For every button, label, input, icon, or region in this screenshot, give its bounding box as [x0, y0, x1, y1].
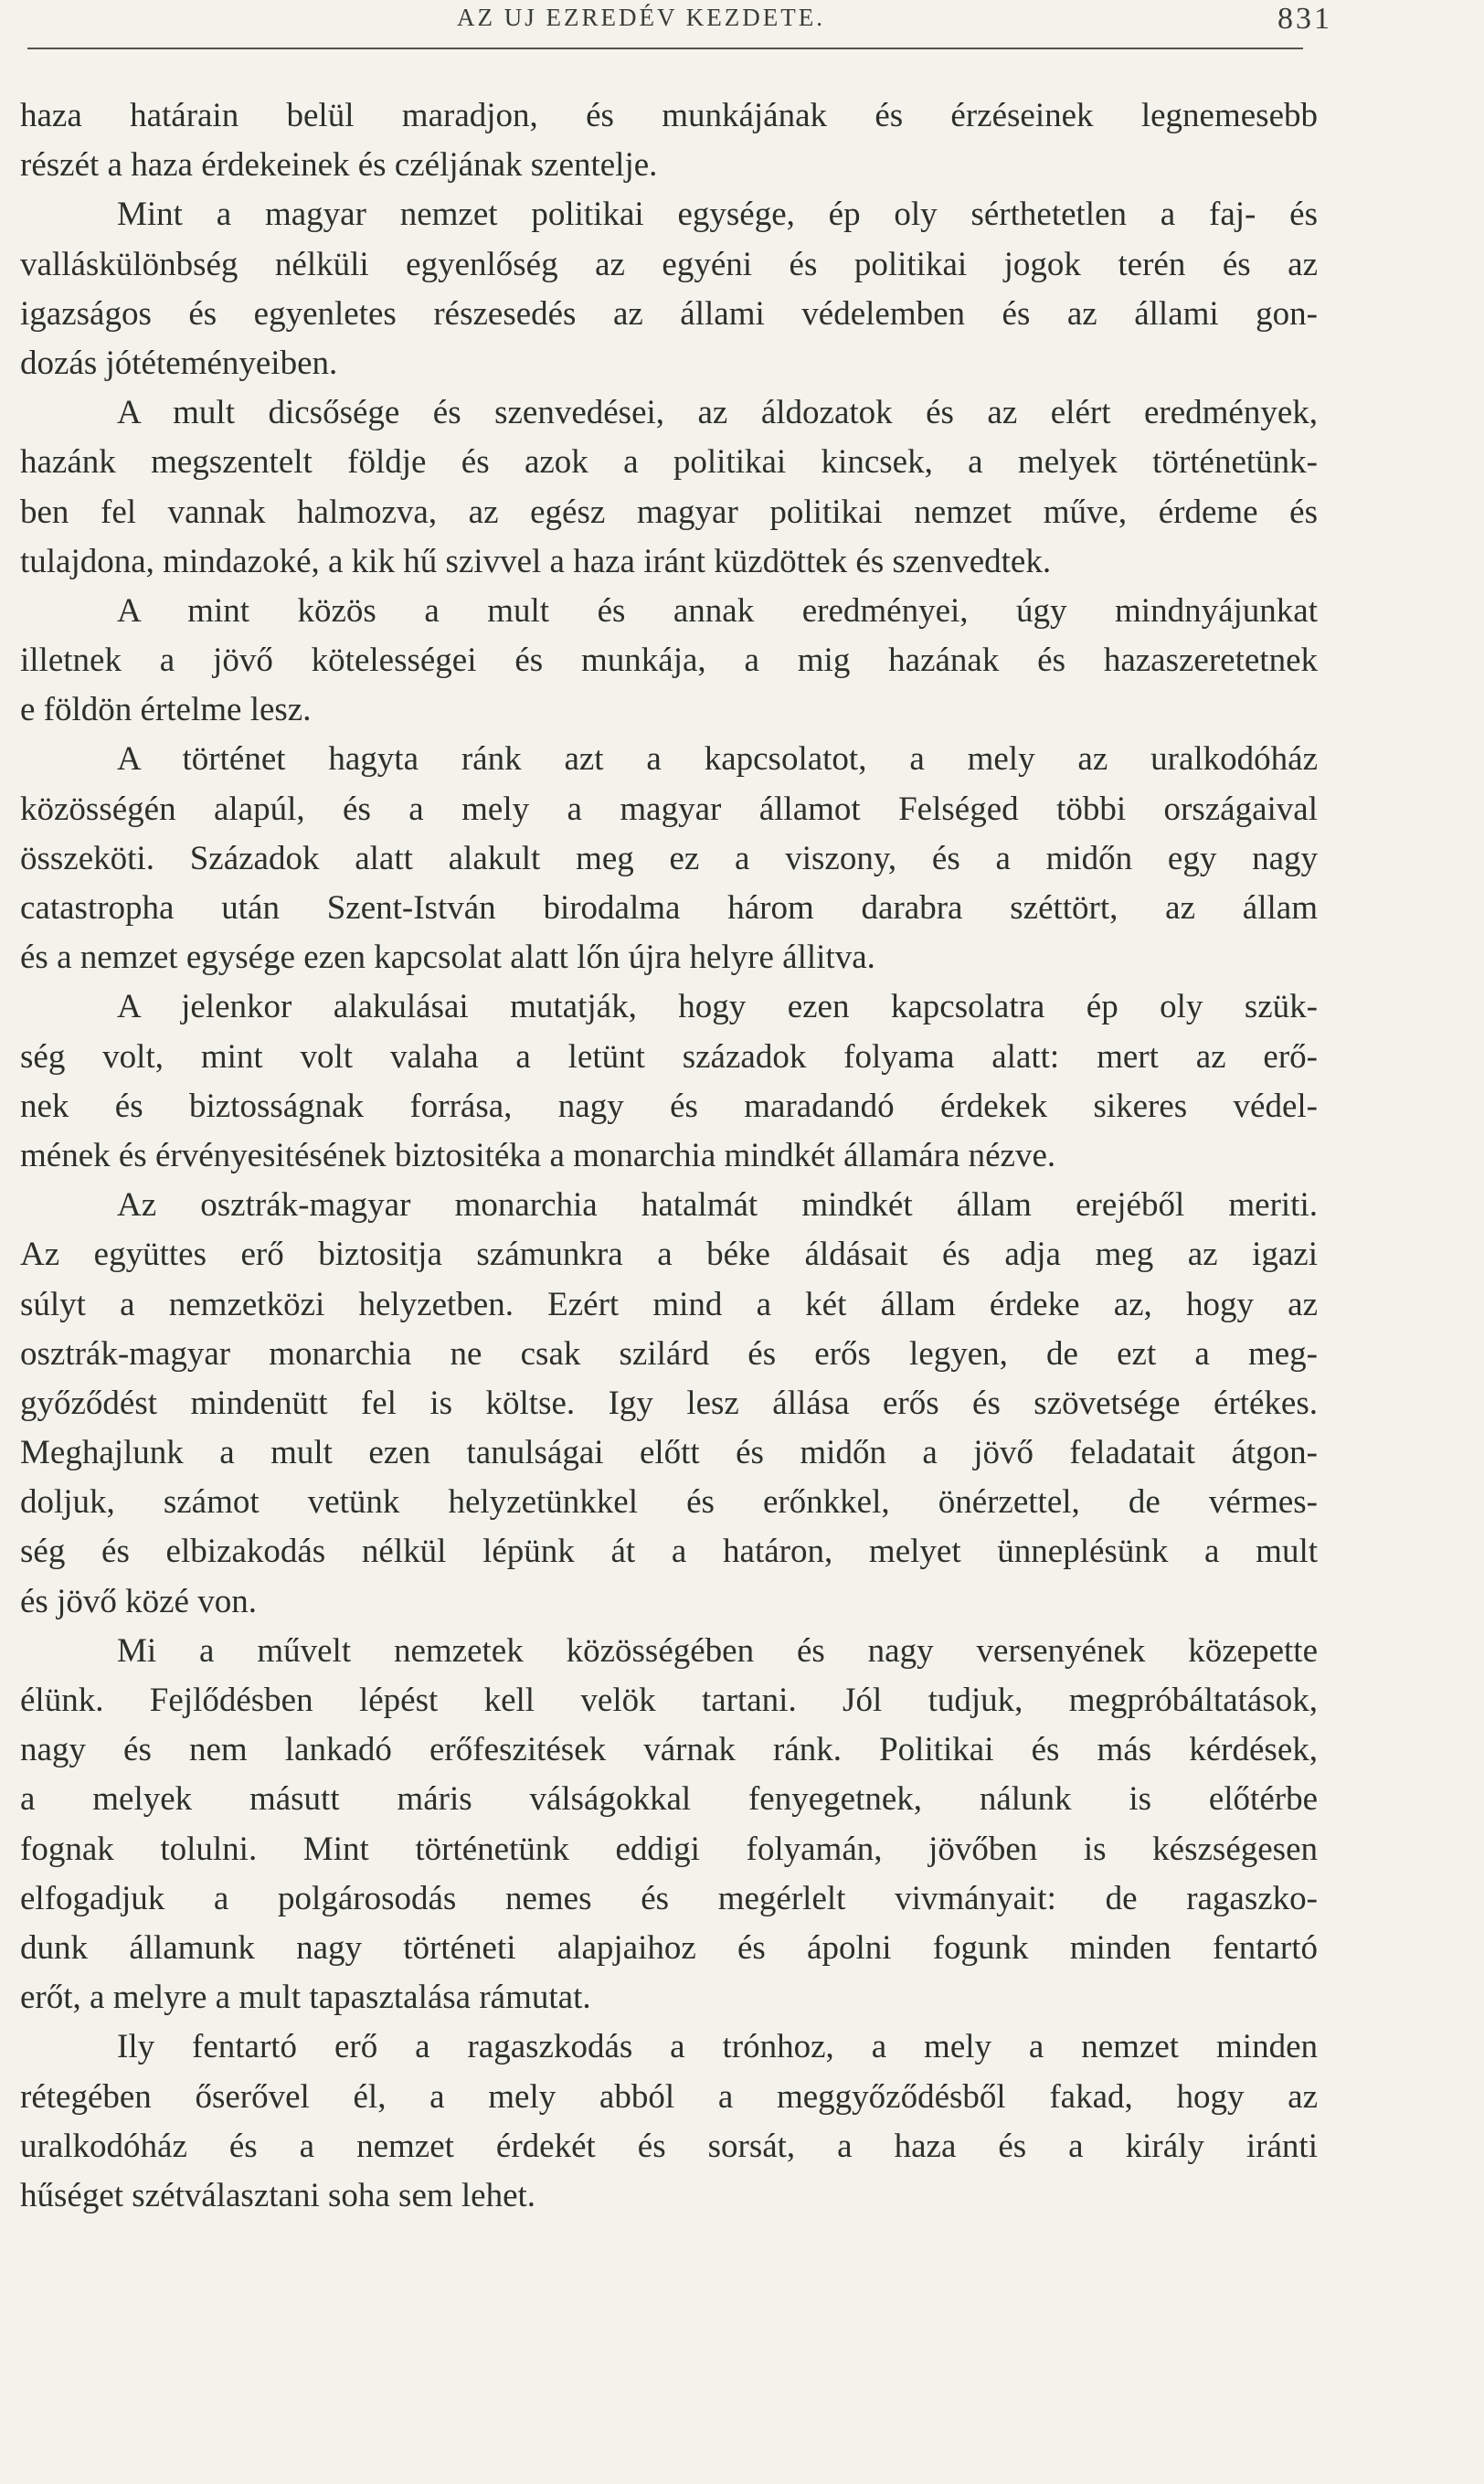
text-line: elfogadjuk a polgárosodás nemes és megérlelt vivmányait: de ragaszko- [20, 1879, 1318, 1917]
text-line: illetnek a jövő kötelességei és munkája, a mig hazának és hazaszeretetnek [20, 642, 1318, 680]
paragraph-first-line: Mi a művelt nemzetek közösségében és nagy versenyének közepette [117, 1631, 1318, 1670]
text-line: győződést mindenütt fel is költse. Igy lesz állása erős és szövetsége értékes. [20, 1384, 1318, 1422]
text-line: ség volt, mint volt valaha a letünt századok folyama alatt: mert az erő- [20, 1037, 1318, 1076]
text-line: részét a haza érdekeinek és czéljának szentelje. [20, 146, 658, 185]
text-line: és a nemzet egysége ezen kapcsolat alatt lőn újra helyre állitva. [20, 939, 875, 977]
text-line: hűséget szétválasztani soha sem lehet. [20, 2176, 536, 2214]
text-line: súlyt a nemzetközi helyzetben. Ezért mind a két állam érdeke az, hogy az [20, 1285, 1318, 1323]
paragraph-first-line: A mult dicsősége és szenvedései, az áldozatok és az elért eredmények, [117, 394, 1318, 432]
running-title: AZ UJ EZREDÉV KEZDETE. [457, 4, 825, 31]
text-line: igazságos és egyenletes részesedés az állami védelemben és az állami gon- [20, 294, 1318, 333]
text-line: doljuk, számot vetünk helyzetünkkel és erőnkkel, önérzettel, de vérmes- [20, 1483, 1318, 1522]
text-line: élünk. Fejlődésben lépést kell velök tartani. Jól tudjuk, megpróbáltatások, [20, 1682, 1318, 1719]
text-line: catastropha után Szent-István birodalma három darabra széttört, az állam [20, 889, 1318, 927]
paragraph-first-line: A jelenkor alakulásai mutatják, hogy ezen kapcsolatra ép oly szük- [117, 988, 1318, 1026]
text-line: nek és biztosságnak forrása, nagy és maradandó érdekek sikeres védel- [20, 1087, 1318, 1125]
paragraph-first-line: Mint a magyar nemzet politikai egysége, ép oly sérthetetlen a faj- és [117, 196, 1318, 234]
text-line: valláskülönbség nélküli egyenlőség az egyéni és politikai jogok terén és az [20, 245, 1318, 283]
running-header [27, 0, 1332, 49]
text-line: erőt, a melyre a mult tapasztalása rámutat. [20, 1979, 591, 2017]
text-line: e földön értelme lesz. [20, 691, 312, 729]
text-line: ség és elbizakodás nélkül lépünk át a határon, melyet ünneplésünk a mult [20, 1533, 1318, 1571]
text-line: tulajdona, mindazoké, a kik hű szivvel a haza iránt küzdöttek és szenvedtek. [20, 542, 1052, 580]
text-line: összeköti. Századok alatt alakult meg ez a viszony, és a midőn egy nagy [20, 839, 1318, 877]
text-line: uralkodóház és a nemzet érdekét és sorsát, a haza és a király iránti [20, 2127, 1318, 2165]
text-line: a melyek másutt máris válságokkal fenyegetnek, nálunk is előtérbe [20, 1780, 1318, 1819]
paragraph-first-line: Ily fentartó erő a ragaszkodás a trónhoz, a mely a nemzet minden [117, 2028, 1318, 2066]
text-line: rétegében őserővel él, a mely abból a meggyőződésből fakad, hogy az [20, 2077, 1318, 2116]
page-number: 831 [1277, 2, 1332, 36]
paragraph-first-line: A történet hagyta ránk azt a kapcsolatot, a mely az uralkodóház [117, 740, 1318, 779]
paragraph-first-line: Az osztrák-magyar monarchia hatalmát mindkét állam erejéből meriti. [117, 1186, 1318, 1225]
text-line: nagy és nem lankadó erőfeszitések várnak ránk. Politikai és más kérdések, [20, 1731, 1318, 1769]
paragraph-first-line: A mint közös a mult és annak eredményei, úgy mindnyájunkat [117, 591, 1318, 630]
text-line: Meghajlunk a mult ezen tanulságai előtt és midőn a jövő feladatait átgon- [20, 1434, 1318, 1472]
text-line: és jövő közé von. [20, 1582, 257, 1620]
text-line: haza határain belül maradjon, és munkájának és érzéseinek legnemesebb [20, 97, 1318, 134]
text-line: dozás jótéteményeiben. [20, 344, 338, 382]
text-line: dunk államunk nagy történeti alapjaihoz és ápolni fogunk minden fentartó [20, 1928, 1318, 1967]
body-text [20, 91, 1318, 2221]
text-line: mének és érvényesitésének biztositéka a monarchia mindkét államára nézve. [20, 1136, 1056, 1174]
text-line: Az együttes erő biztositja számunkra a béke áldásait és adja meg az igazi [20, 1236, 1318, 1274]
text-line: közösségén alapúl, és a mely a magyar államot Felséged többi országaival [20, 790, 1318, 828]
text-line: ben fel vannak halmozva, az egész magyar politikai nemzet műve, érdeme és [20, 493, 1318, 531]
text-line: osztrák-magyar monarchia ne csak szilárd és erős legyen, de ezt a meg- [20, 1334, 1318, 1373]
text-line: fognak tolulni. Mint történetünk eddigi folyamán, jövőben is készségesen [20, 1830, 1318, 1868]
text-line: hazánk megszentelt földje és azok a politikai kincsek, a melyek történetünk- [20, 443, 1318, 482]
